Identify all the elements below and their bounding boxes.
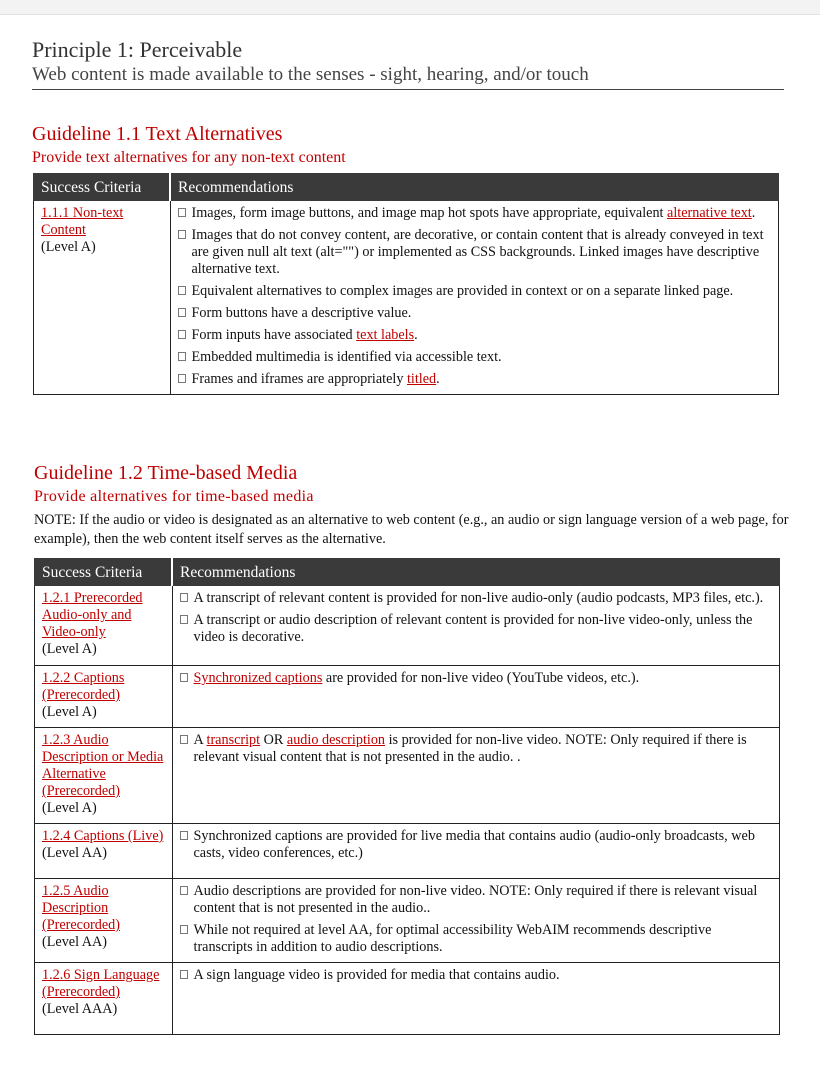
criteria-cell: [35, 824, 173, 879]
criterion-link[interactable]: 1.2.6 Sign Language (Prerecorded): [42, 967, 160, 1000]
recommendation-text: Synchronized captions are provided for live media that contains audio (audio-only broadcasts, web casts, video conferences, etc.): [193, 828, 755, 861]
recommendation-text: Equivalent alternatives to complex images are provided in context or on a separate linked page.: [191, 283, 734, 299]
checkbox-icon[interactable]: [180, 886, 188, 895]
table-row: [35, 666, 780, 728]
page-top-edge: [0, 0, 820, 15]
criterion-link[interactable]: 1.2.4 Captions (Live): [42, 828, 164, 844]
criteria-cell: [35, 586, 173, 666]
checkbox-icon[interactable]: [180, 673, 188, 682]
header-success-criteria: Success Criteria: [35, 559, 173, 586]
criterion-level: (Level AA): [42, 845, 107, 861]
criteria-cell: [35, 879, 173, 963]
list-item: [178, 227, 773, 278]
list-item: [178, 205, 773, 222]
recommendation-list: [180, 883, 774, 956]
recommendation-text: .: [751, 205, 756, 221]
table-row: [35, 879, 780, 963]
criterion-link[interactable]: 1.2.2 Captions (Prerecorded): [42, 670, 125, 703]
criteria-cell: [34, 201, 171, 395]
criterion-level: (Level A): [42, 641, 97, 657]
checkbox-icon[interactable]: [180, 925, 188, 934]
recommendation-text: Images, form image buttons, and image map hot spots have appropriate, equivalent: [191, 205, 668, 221]
checkbox-icon[interactable]: [178, 286, 186, 295]
list-item: [180, 590, 774, 607]
recommendation-link[interactable]: transcript: [206, 732, 261, 748]
recommendation-text: Form buttons have a descriptive value.: [191, 305, 412, 321]
list-item: [180, 732, 774, 766]
recommendation-link[interactable]: text labels: [356, 327, 415, 343]
list-item: [180, 612, 774, 646]
list-item: [180, 670, 774, 687]
guideline-1-2-title: Guideline 1.2 Time-based Media: [34, 462, 298, 484]
recommendation-list: [180, 670, 774, 687]
header-recommendations: Recommendations: [172, 559, 780, 586]
list-item: [180, 828, 774, 862]
checkbox-icon[interactable]: [178, 330, 186, 339]
recommendations-cell: [172, 586, 780, 666]
criteria-cell: [35, 963, 173, 1035]
checkbox-icon[interactable]: [178, 374, 186, 383]
list-item: [178, 371, 773, 388]
list-item: [178, 305, 773, 322]
checkbox-icon[interactable]: [178, 352, 186, 361]
table-row: [35, 824, 780, 879]
criterion-level: (Level AA): [42, 934, 107, 950]
recommendation-text: .: [414, 327, 418, 343]
recommendation-text: A transcript of relevant content is provided for non-live audio-only (audio podcasts, MP3 files, etc.).: [193, 590, 764, 606]
guideline-1-1-title: Guideline 1.1 Text Alternatives: [32, 123, 283, 145]
criteria-cell: [35, 728, 173, 824]
table-header-row: [35, 559, 780, 586]
recommendation-text: is provided for non-live video. NOTE: Only required if there is relevant visual content that is not presented in the audio. .: [193, 732, 747, 765]
recommendation-text: While not required at level AA, for optimal accessibility WebAIM recommends descriptive transcripts in addition to audio descriptions.: [193, 922, 712, 955]
recommendation-list: [180, 590, 774, 646]
checkbox-icon[interactable]: [178, 208, 186, 217]
table-row: [35, 586, 780, 666]
criterion-link[interactable]: 1.2.3 Audio Description or Media Alternative (Prerecorded): [42, 732, 164, 799]
principle-subtitle: Web content is made available to the senses - sight, hearing, and/or touch: [32, 64, 784, 90]
recommendation-text: Embedded multimedia is identified via accessible text.: [191, 349, 502, 365]
header-recommendations: Recommendations: [170, 174, 779, 201]
recommendation-text: A transcript or audio description of relevant content is provided for non-live video-only, unless the video is decorative.: [193, 612, 753, 645]
criterion-level: (Level AAA): [42, 1001, 118, 1017]
recommendation-list: [178, 205, 773, 388]
recommendation-text: A sign language video is provided for media that contains audio.: [193, 967, 560, 983]
recommendation-link[interactable]: audio description: [286, 732, 386, 748]
recommendation-text: Form inputs have associated: [191, 327, 357, 343]
criterion-link[interactable]: 1.2.1 Prerecorded Audio-only and Video-only: [42, 590, 143, 640]
recommendation-link[interactable]: titled: [406, 371, 437, 387]
recommendation-link[interactable]: alternative text: [667, 205, 752, 221]
principle-heading: [32, 36, 784, 90]
recommendation-text: OR: [260, 732, 287, 748]
recommendation-text: Images that do not convey content, are decorative, or contain content that is already conveyed in text are given null alt text (alt="") or implemented as CSS backgrounds. Linked images have descriptive alternative text.: [191, 227, 764, 277]
guideline-1-2-table: [34, 558, 780, 1035]
criterion-level: (Level A): [42, 800, 97, 816]
criterion-link[interactable]: 1.1.1 Non-text Content: [41, 205, 124, 238]
criterion-level: (Level A): [42, 704, 97, 720]
recommendation-text: .: [436, 371, 440, 387]
list-item: [178, 283, 773, 300]
guideline-1-2-rows: [35, 586, 780, 1035]
recommendation-text: Frames and iframes are appropriately: [191, 371, 407, 387]
recommendation-list: [180, 732, 774, 766]
recommendations-cell: [170, 201, 779, 395]
checkbox-icon[interactable]: [180, 735, 188, 744]
guideline-1-2-note: NOTE: If the audio or video is designated as an alternative to web content (e.g., an audio or sign language version of a web page, for example), then the web content itself serves as the alternative.: [34, 512, 789, 547]
checkbox-icon[interactable]: [178, 230, 186, 239]
guideline-1-1-table: [33, 173, 779, 395]
table-row: [34, 201, 779, 395]
recommendations-cell: [172, 824, 780, 879]
list-item: [180, 883, 774, 917]
recommendation-text: Audio descriptions are provided for non-live video. NOTE: Only required if there is relevant visual content that is not presented in the audio..: [193, 883, 758, 916]
table-row: [35, 963, 780, 1035]
list-item: [180, 967, 774, 984]
checkbox-icon[interactable]: [180, 831, 188, 840]
recommendations-cell: [172, 728, 780, 824]
checkbox-icon[interactable]: [178, 308, 186, 317]
recommendation-list: [180, 828, 774, 862]
table-row: [35, 728, 780, 824]
list-item: [178, 327, 773, 344]
list-item: [180, 922, 774, 956]
recommendation-list: [180, 967, 774, 984]
recommendations-cell: [172, 879, 780, 963]
list-item: [178, 349, 773, 366]
criterion-link[interactable]: 1.2.5 Audio Description (Prerecorded): [42, 883, 120, 933]
recommendation-text: A: [193, 732, 207, 748]
guideline-1-2-subtitle: Provide alternatives for time-based media: [34, 488, 314, 505]
criterion-level: (Level A): [41, 239, 96, 255]
principle-title: Principle 1: Perceivable: [32, 37, 243, 62]
checkbox-icon[interactable]: [180, 593, 188, 602]
checkbox-icon[interactable]: [180, 970, 188, 979]
header-success-criteria: Success Criteria: [34, 174, 171, 201]
recommendations-cell: [172, 666, 780, 728]
recommendation-text: are provided for non-live video (YouTube videos, etc.).: [322, 670, 640, 686]
criteria-cell: [35, 666, 173, 728]
checkbox-icon[interactable]: [180, 615, 188, 624]
recommendations-cell: [172, 963, 780, 1035]
guideline-1-1-subtitle: Provide text alternatives for any non-text content: [32, 149, 346, 166]
table-header-row: [34, 174, 779, 201]
recommendation-link[interactable]: Synchronized captions: [193, 670, 323, 686]
